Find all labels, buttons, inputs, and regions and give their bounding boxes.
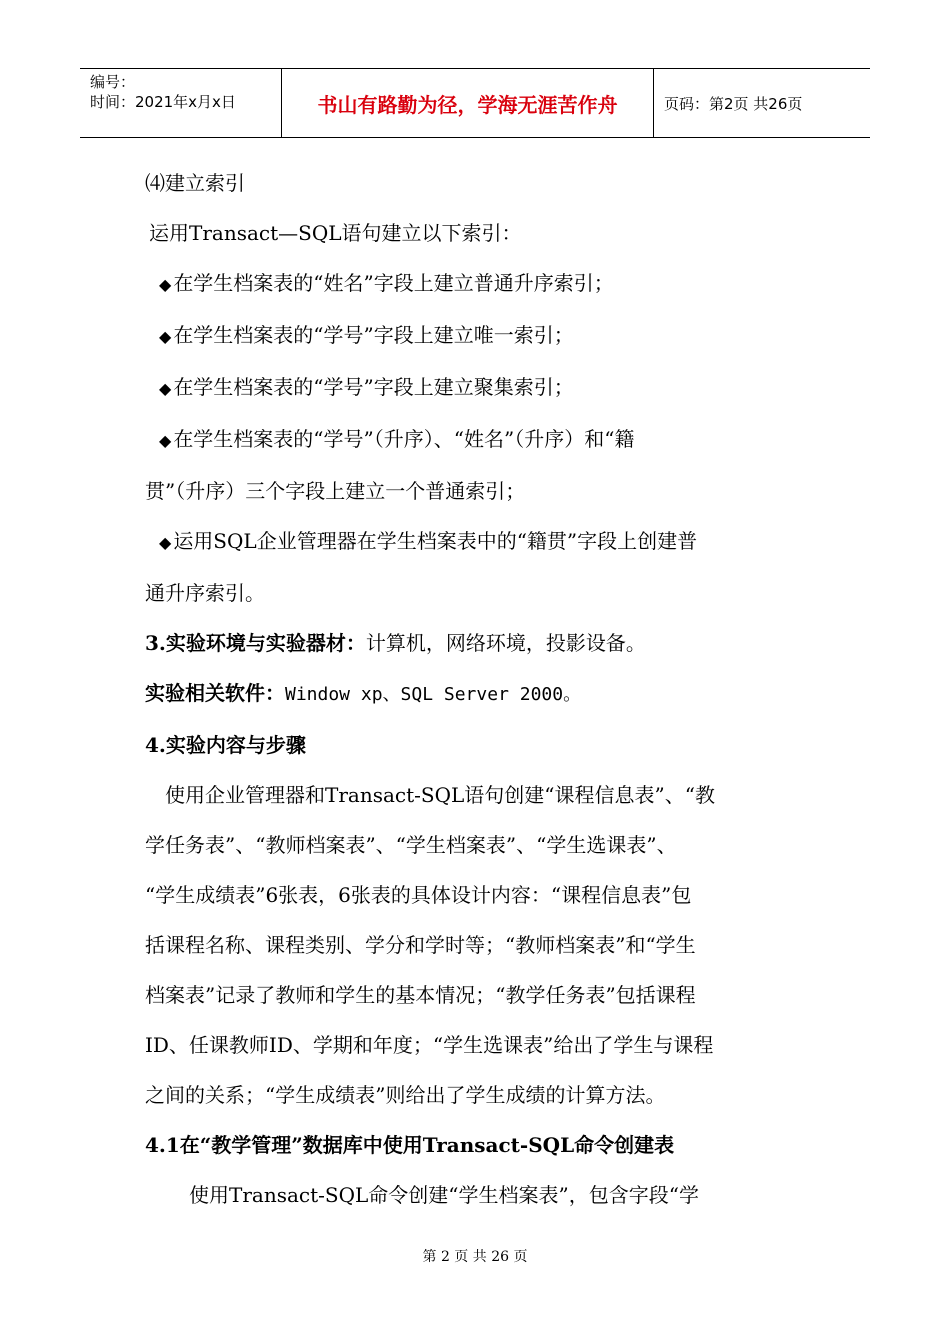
bullet-text: 在学生档案表的“姓名”字段上建立普通升序索引； [173,271,614,295]
paragraph-line: “学生成绩表”6张表，6张表的具体设计内容：“课程信息表”包 [145,883,692,907]
page-footer [0,1246,950,1266]
paragraph-line: 括课程名称、课程类别、学分和学时等；“教师档案表”和“学生 [145,933,696,957]
motto-text: 书山有路勤为径，学海无涯苦作舟 [317,92,618,117]
diamond-bullet-icon: ◆ [159,533,172,552]
software-line [145,668,809,720]
page-info: 页码：第2页 共26页 [664,94,803,113]
bullet-text: 在学生档案表的“学号”（升序）、“姓名”（升序）和“籍 [173,427,635,451]
paragraph-line: ID、任课教师ID、学期和年度；“学生选课表”给出了学生与课程 [145,1033,714,1057]
number-label: 编号： [90,73,136,91]
section-4-title: 4.实验内容与步骤 [145,733,306,757]
bullet-item [145,414,809,466]
intro-line: 运用Transact—SQL语句建立以下索引： [149,221,522,245]
section-4-1-title: 4.1在“教学管理”数据库中使用Transact-SQL命令创建表 [145,1133,675,1157]
bullet-text: 在学生档案表的“学号”字段上建立聚集索引； [173,375,574,399]
diamond-bullet-icon: ◆ [159,327,172,346]
bullet-text: 在学生档案表的“学号”字段上建立唯一索引； [173,323,574,347]
env-line [145,618,809,668]
header-meta-cell [80,69,282,137]
env-text: 计算机，网络环境，投影设备。 [365,631,646,655]
paragraph-line: 之间的关系；“学生成绩表”则给出了学生成绩的计算方法。 [145,1083,666,1107]
section-title-index: ⑷建立索引 [145,171,245,195]
paragraph-line: 使用企业管理器和Transact-SQL语句创建“课程信息表”、“教 [165,783,715,807]
time-label: 时间：2021年x月x日 [90,93,236,111]
diamond-bullet-icon: ◆ [159,379,172,398]
footer-page-number: 第 2 页 共 26 页 [422,1249,528,1265]
bullet-item [145,362,809,414]
software-label: 实验相关软件： [145,681,285,705]
diamond-bullet-icon: ◆ [159,431,172,450]
paragraph-line: 档案表”记录了教师和学生的基本情况；“教学任务表”包括课程 [145,983,696,1007]
paragraph-line: 学任务表”、“教师档案表”、“学生档案表”、“学生选课表”、 [145,833,677,857]
bullet-item [145,310,809,362]
diamond-bullet-icon: ◆ [159,275,172,294]
bullet-text: 运用SQL企业管理器在学生档案表中的“籍贯”字段上创建普 [173,529,698,553]
software-text: Window xp、SQL Server 2000。 [285,684,582,705]
bullet-item [145,516,809,568]
bullet-item [145,258,809,310]
header-table [80,68,870,138]
env-label: 3.实验环境与实验器材： [145,631,366,655]
header-page-cell [654,69,870,137]
bullet-continuation: 贯”（升序）三个字段上建立一个普通索引； [145,479,526,503]
paragraph-line: 使用Transact-SQL命令创建“学生档案表”，包含字段“学 [189,1183,699,1207]
bullet-continuation: 通升序索引。 [145,581,265,605]
document-body [145,158,809,1220]
header-motto-cell [282,69,654,137]
